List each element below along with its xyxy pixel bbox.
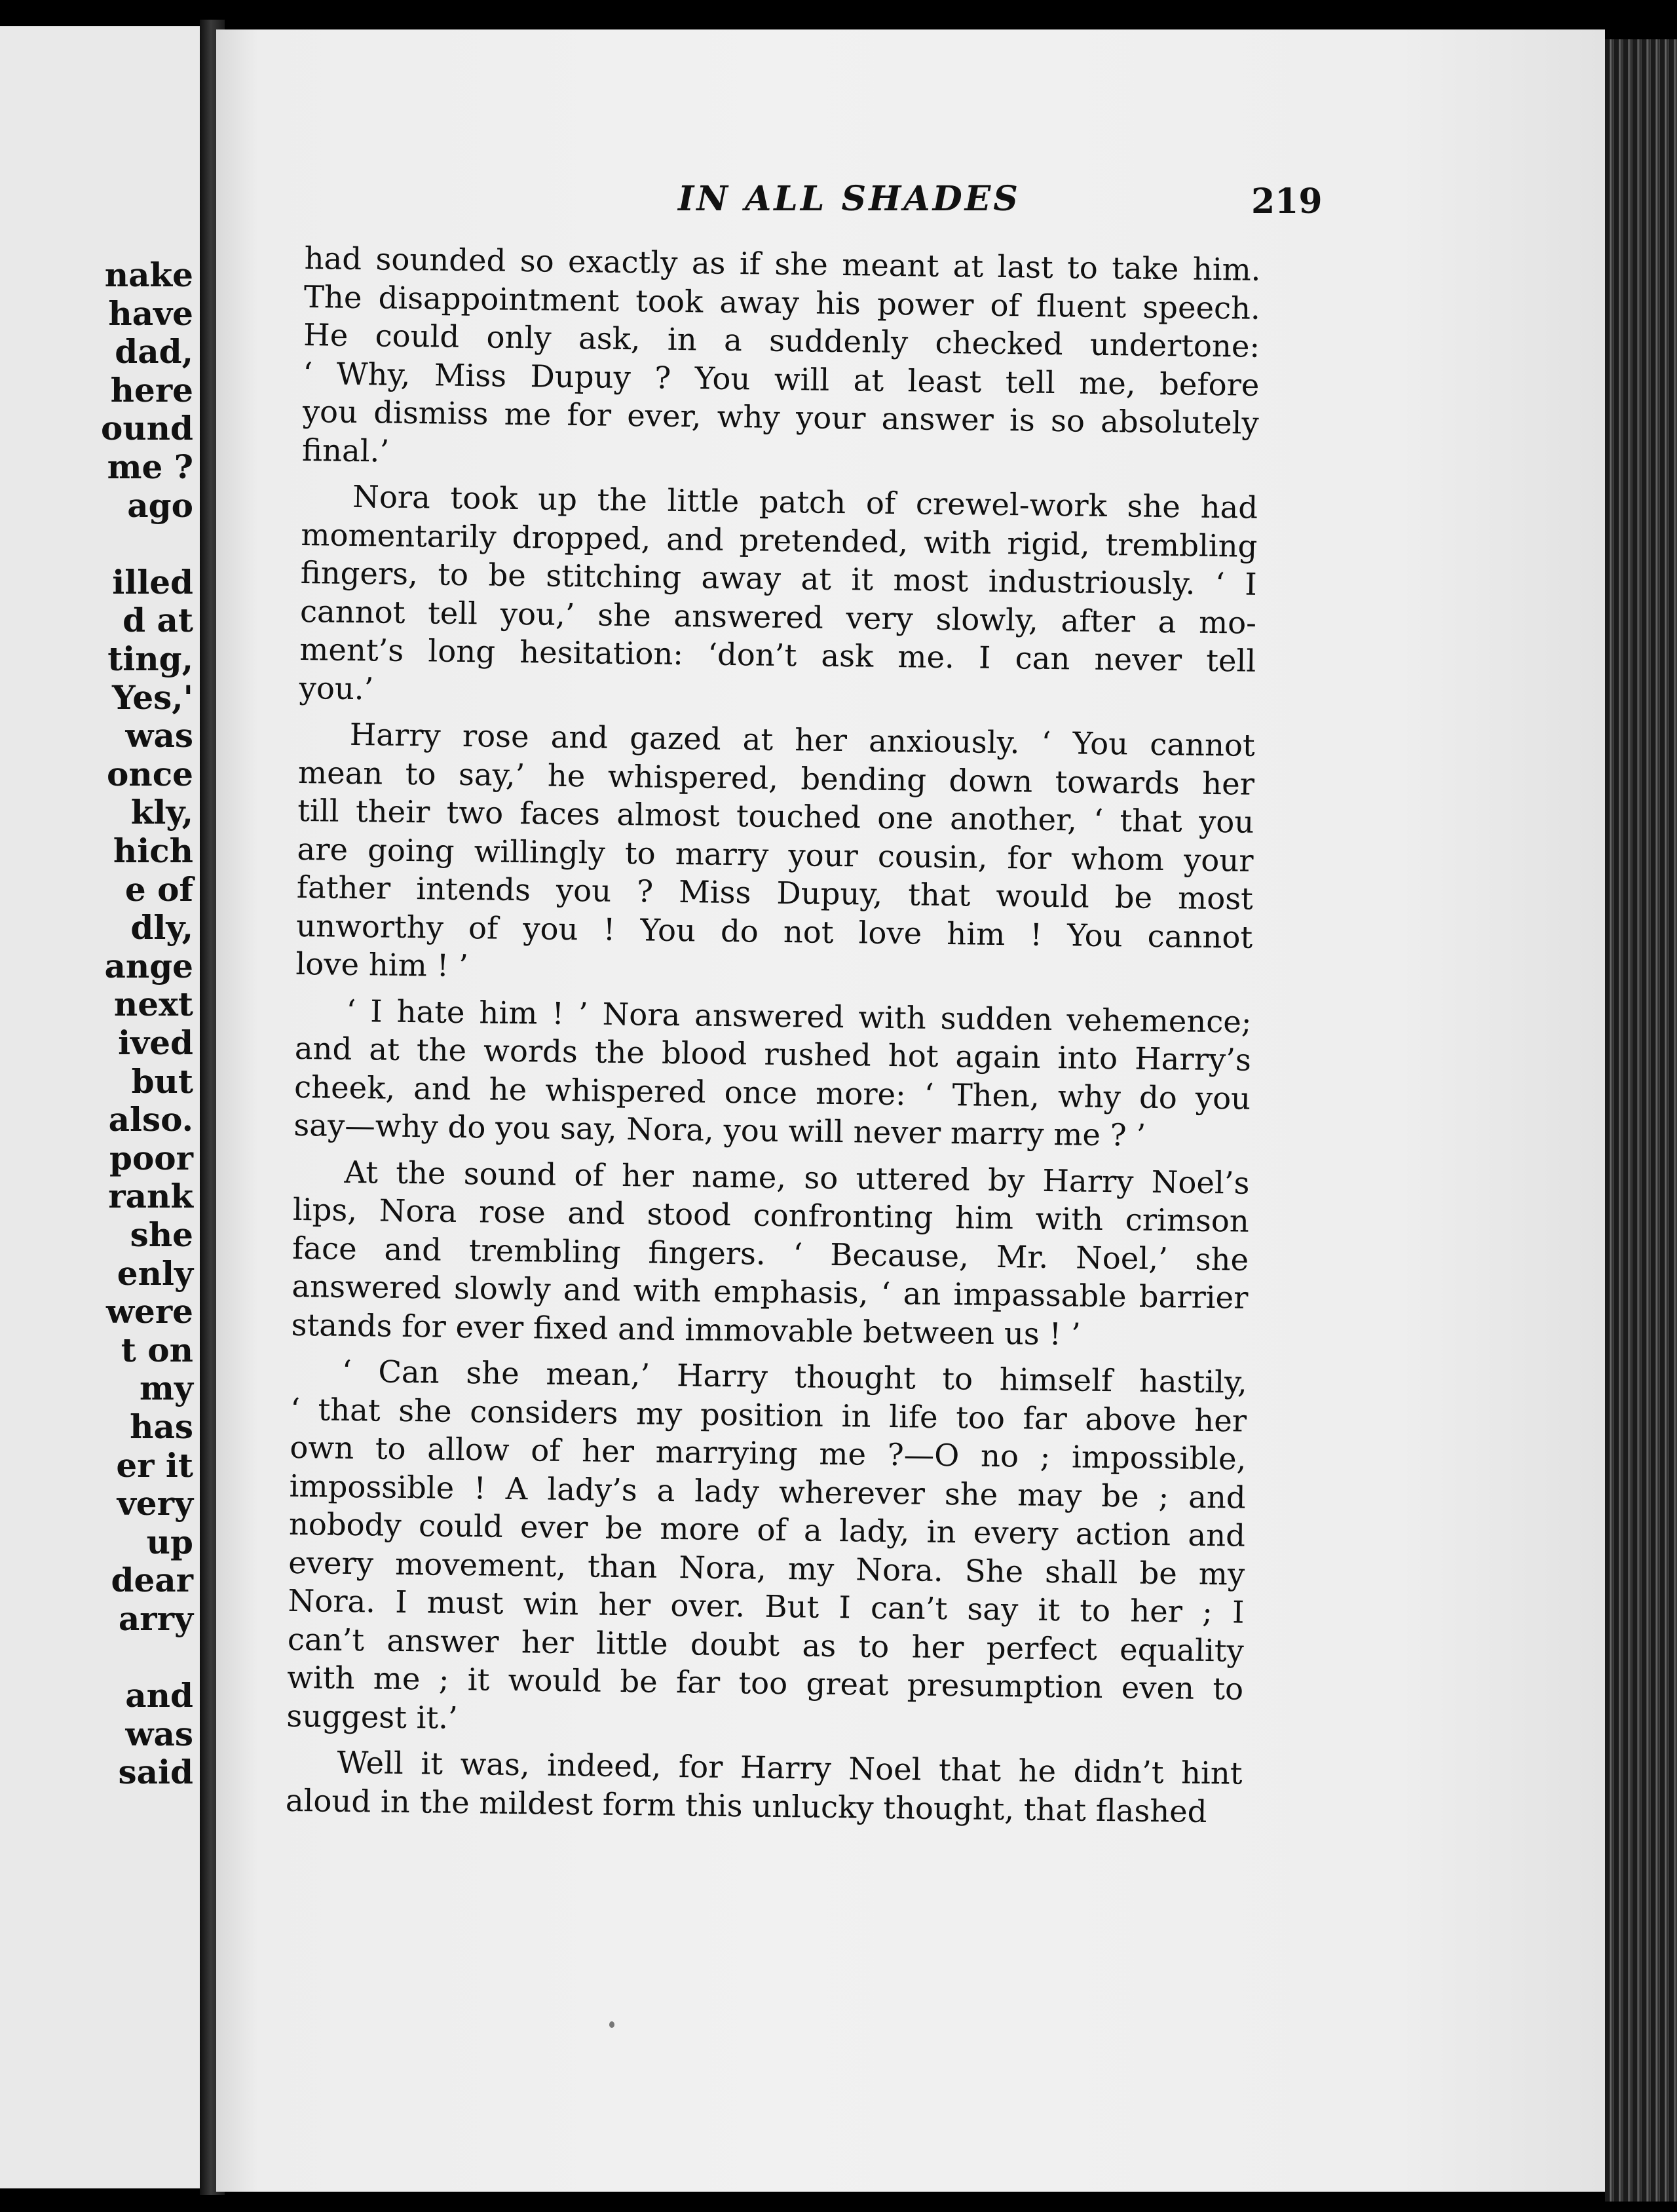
left-page-fragment: also. [108, 1100, 193, 1139]
left-page-fragment: ting, [107, 639, 193, 678]
left-page-fragment: has [130, 1407, 193, 1446]
text-line: Nora took up the little patch of crewel-work she had [352, 478, 1258, 525]
left-page-fragment: was [125, 1714, 193, 1753]
text-line: father intends you ? Miss Dupuy, that would be most [296, 869, 1254, 917]
left-page-fragment: dad, [115, 332, 193, 372]
paragraph [286, 1352, 1247, 1747]
text-line: mean to say,’ he whispered, bending down towards her [297, 754, 1255, 802]
text-line: every movement, than Nora, my Nora. She shall be my [288, 1544, 1245, 1592]
text-line: lips, Nora rose and stood confronting him with crimson [292, 1191, 1250, 1239]
text-line: final.’ [301, 432, 390, 469]
text-line: nobody could ever be more of a lady, in every action and [288, 1506, 1246, 1554]
text-line: suggest it.’ [286, 1698, 459, 1736]
paragraph [295, 715, 1255, 995]
left-page-fragment: poor [109, 1138, 193, 1177]
left-page-fragment: once [107, 754, 193, 793]
left-page-fragment: said [118, 1753, 193, 1792]
text-line: stands for ever fixed and immovable between us ! ’ [291, 1306, 1082, 1352]
text-line: At the sound of her name, so uttered by Harry Noel’s [344, 1154, 1250, 1201]
left-page-fragment: ange [104, 946, 193, 985]
text-line: and at the words the blood rushed hot again into Harry’s [294, 1030, 1252, 1078]
left-page-fragment: ived [118, 1023, 193, 1062]
text-line: aloud in the mildest form this unlucky thought, that flashed [285, 1782, 1207, 1829]
text-line: you.’ [299, 670, 374, 706]
left-page-fragment: next [113, 985, 193, 1024]
left-page-fragment: but [131, 1061, 193, 1101]
left-page-fragment: my [140, 1369, 193, 1408]
text-line: The disappointment took away his power of fluent speech. [303, 278, 1261, 326]
book-page [216, 29, 1605, 2192]
text-line: till their two faces almost touched one another, ‘ that you [297, 792, 1254, 840]
left-page-fragment: illed [112, 562, 193, 601]
text-line: ment’s long hesitation: ‘don’t ask me. I can never tell [299, 631, 1256, 679]
text-line: Well it was, indeed, for Harry Noel that he didn’t hint [337, 1744, 1243, 1791]
left-page-fragment: me ? [107, 448, 193, 486]
text-line: fingers, to be stitching away at it most industriously. ‘ I [300, 554, 1258, 602]
text-line: ‘ that she considers my position in life too far above her [290, 1391, 1247, 1439]
left-page-fragment: enly [117, 1253, 193, 1293]
page-edges [1605, 39, 1677, 2202]
left-page-fragment: dly, [130, 908, 193, 947]
left-page-fragment: dear [111, 1561, 193, 1600]
text-line: love him ! ’ [295, 945, 469, 984]
paragraph [286, 1743, 1243, 1831]
paragraph [299, 477, 1258, 719]
previous-page-edge [0, 26, 200, 2188]
text-line: Nora. I must win her over. But I can’t say it to her ; I [288, 1582, 1245, 1630]
left-page-fragment: e of [124, 869, 193, 909]
paper-speck [609, 2021, 614, 2028]
left-page-fragment: very [117, 1484, 193, 1523]
text-line: face and trembling fingers. ‘ Because, Mr. Noel,’ she [292, 1230, 1249, 1278]
text-line: are going willingly to marry your cousin, for whom your [297, 831, 1254, 879]
left-page-fragment: and [125, 1676, 193, 1715]
left-page-fragment: Yes,' [111, 677, 193, 717]
text-line: can’t answer her little doubt as to her perfect equality [287, 1621, 1245, 1669]
text-line: ‘ Why, Miss Dupuy ? You will at least tell me, before [303, 355, 1260, 403]
body-text [286, 239, 1261, 1831]
left-page-fragment: rank [108, 1177, 193, 1216]
text-line: ‘ I hate him ! ’ Nora answered with sudden vehemence; [346, 993, 1252, 1040]
left-page-fragment: ound [100, 409, 193, 448]
text-line: cannot tell you,’ she answered very slowly, after a mo- [299, 593, 1257, 641]
paragraph [302, 239, 1261, 481]
text-line: own to allow of her marrying me ?—O no ; impossible, [290, 1429, 1247, 1477]
left-page-fragment: er it [116, 1445, 193, 1485]
text-line: had sounded so exactly as if she meant at last to take him. [304, 240, 1261, 288]
left-page-fragment: was [125, 716, 193, 755]
left-page-fragment: hich [113, 831, 193, 870]
running-head: IN ALL SHADES [678, 179, 1021, 219]
left-page-fragment: d at [122, 601, 193, 640]
left-page-fragment: were [105, 1292, 193, 1331]
left-page-fragment: kly, [130, 793, 193, 832]
text-line: you dismiss me for ever, why your answer is so absolutely [302, 393, 1260, 441]
left-page-fragment: t on [121, 1330, 193, 1369]
text-line: answered slowly and with emphasis, ‘ an impassable barrier [292, 1268, 1249, 1316]
left-page-fragment: here [110, 370, 193, 410]
text-line: with me ; it would be far too great presumption even to [286, 1659, 1244, 1707]
left-page-fragment: arry [118, 1599, 193, 1638]
paragraph [291, 1152, 1249, 1355]
left-page-fragment: up [146, 1522, 193, 1561]
page-number: 219 [1251, 181, 1323, 221]
text-line: ‘ Can she mean,’ Harry thought to himself hastily, [341, 1353, 1248, 1400]
left-page-fragment: she [130, 1215, 193, 1254]
text-line: Harry rose and gazed at her anxiously. ‘ You cannot [349, 716, 1255, 763]
left-page-fragment: nake [104, 256, 193, 294]
text-line: He could only ask, in a suddenly checked undertone: [303, 316, 1260, 364]
text-line: say—why do you say, Nora, you will never marry me ? ’ [293, 1107, 1146, 1153]
left-page-fragment: ago [127, 486, 193, 525]
text-line: impossible ! A lady’s a lady wherever she may be ; and [289, 1468, 1246, 1516]
text-line: cheek, and he whispered once more: ‘ Then, why do you [293, 1069, 1251, 1116]
text-line: momentarily dropped, and pretended, with rigid, trembling [301, 516, 1258, 564]
text-line: unworthy of you ! You do not love him ! You cannot [295, 907, 1253, 955]
left-page-fragment: have [108, 294, 193, 333]
paragraph [293, 991, 1252, 1156]
